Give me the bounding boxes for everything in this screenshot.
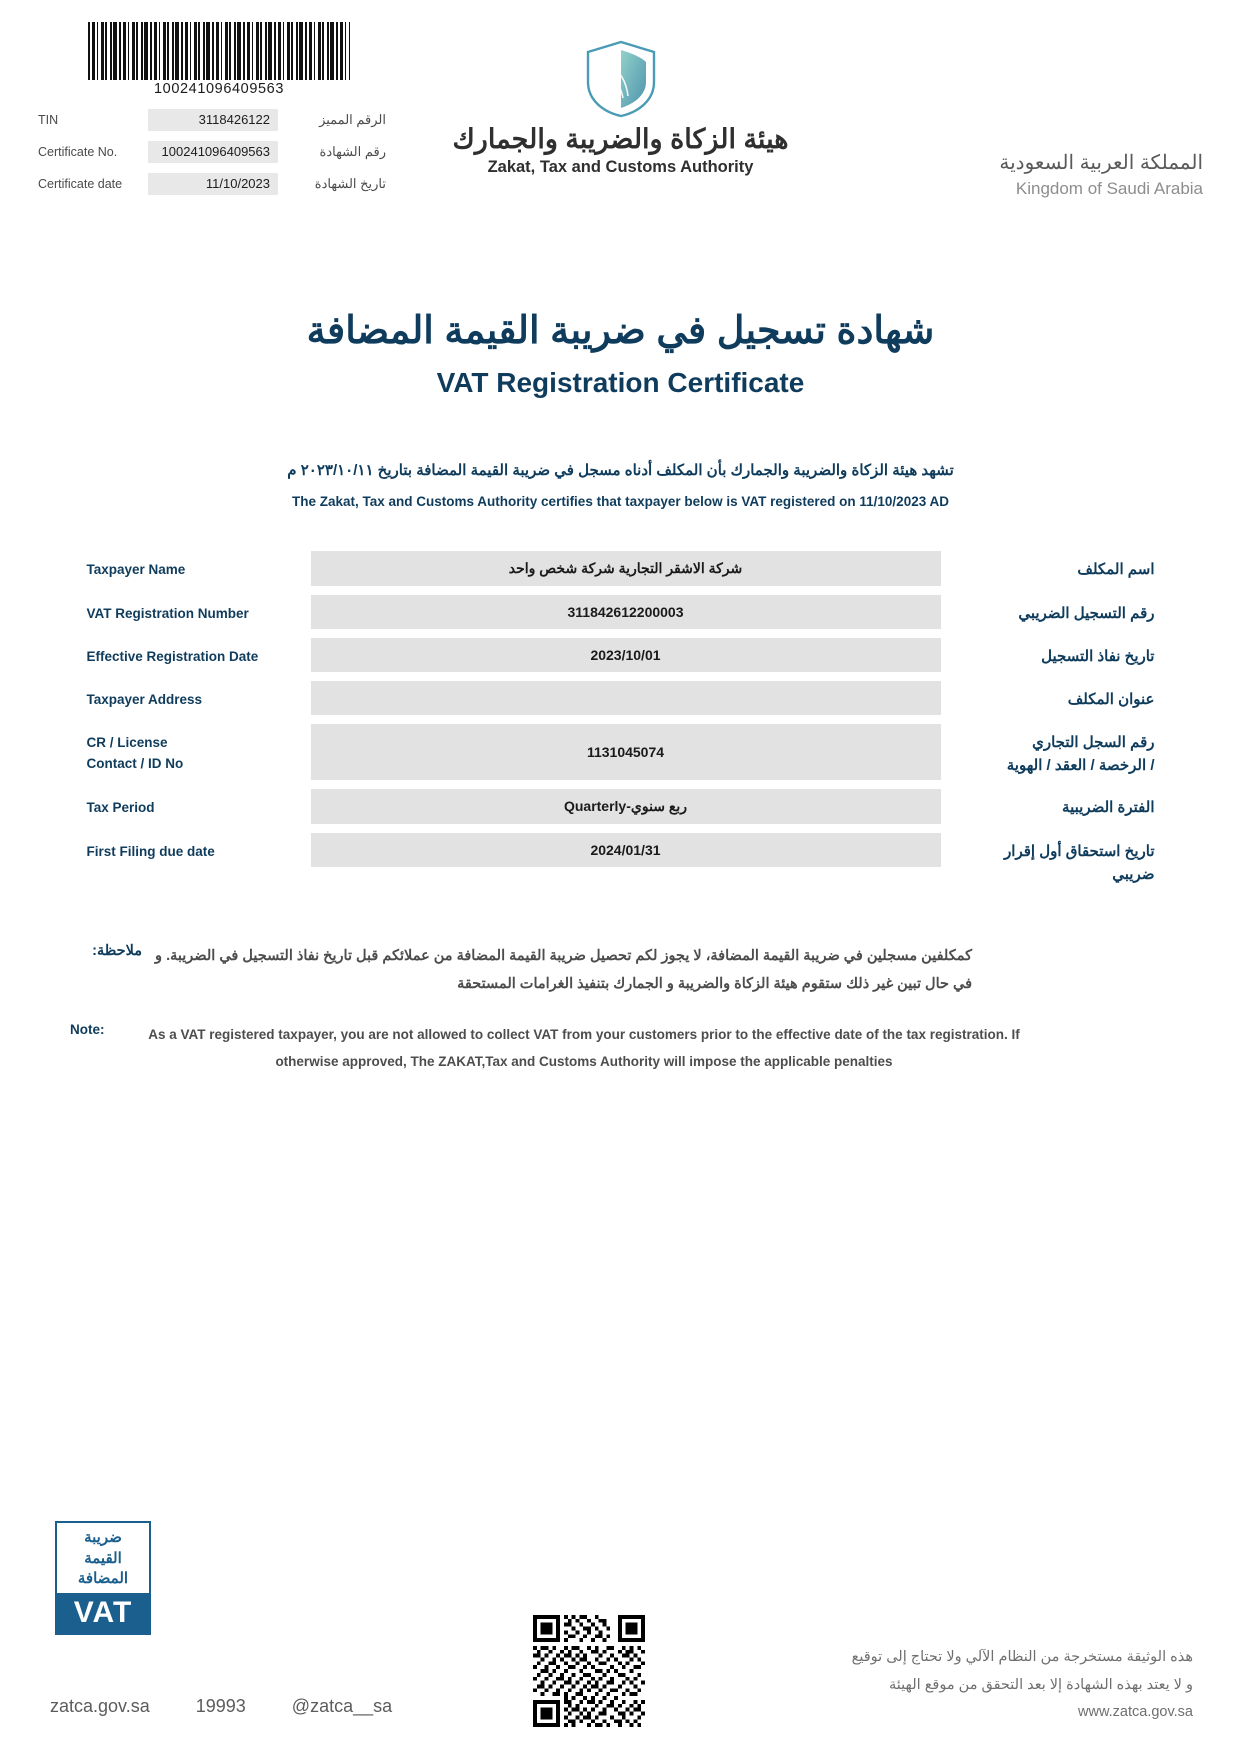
kingdom-name-ar: المملكة العربية السعودية	[999, 152, 1203, 174]
certification-statement-ar: تشهد هيئة الزكاة والضريبة والجمارك بأن المكلف أدناه مسجل في ضريبة القيمة المضافة بتاريخ ٢٠٢٣/١٠/١١ م	[287, 462, 954, 479]
first-filing-due-date-label-en: First Filing due date	[86, 844, 215, 859]
vat-logo	[55, 1521, 151, 1635]
table-row	[71, 789, 1171, 824]
kingdom-block	[999, 150, 1203, 199]
tin-label-ar: الرقم المميز	[319, 112, 386, 127]
footer-website[interactable]: zatca.gov.sa	[50, 1696, 150, 1716]
certificate-no-label-ar: رقم الشهادة	[319, 144, 386, 159]
vat-registration-number-label-ar: رقم التسجيل الضريبي	[1018, 605, 1155, 622]
note-arabic	[58, 942, 1183, 999]
tax-period-label-ar: الفترة الضريبية	[1062, 799, 1155, 816]
note-label-ar: ملاحظة:	[92, 943, 142, 959]
footer-phone: 19993	[195, 1696, 246, 1716]
certificate-date-label-ar: تاريخ الشهادة	[314, 176, 386, 191]
barcode-number: 100241096409563	[154, 81, 284, 97]
taxpayer-name-label-ar: اسم المكلف	[1077, 561, 1155, 578]
table-row	[71, 833, 1171, 886]
vat-logo-ar-line2: القيمة	[84, 1549, 122, 1567]
effective-registration-date-label-ar: تاريخ نفاذ التسجيل	[1041, 648, 1155, 665]
first-filing-due-date-label-ar-line1: تاريخ استحقاق أول إقرار	[1004, 843, 1155, 860]
document-header	[0, 0, 1241, 230]
authority-name-ar: هيئة الزكاة والضريبة والجمارك	[452, 124, 789, 154]
zatca-shield-icon	[584, 40, 658, 118]
certificate-no-value: 100241096409563	[148, 141, 278, 163]
taxpayer-name-label-en: Taxpayer Name	[86, 562, 186, 577]
document-footer	[0, 1465, 1241, 1755]
taxpayer-name-value: شركة الاشقر التجارية شركة شخص واحد	[311, 551, 941, 586]
vat-registration-number-label-en: VAT Registration Number	[86, 606, 249, 621]
taxpayer-details-table	[71, 551, 1171, 886]
cr-license-label-en-line1: CR / License	[86, 735, 168, 750]
note-text-ar: كمكلفين مسجلين في ضريبة القيمة المضافة، لا يجوز لكم تحصيل ضريبة القيمة المضافة من عملائكم قبل تاريخ نفاذ التسجيل في الضريبة. و في حال تبين غير ذلك ستقوم هيئة الزكاة والضريبة و الجمارك بتنفيذ الغرامات المستحقة	[155, 948, 972, 993]
first-filing-due-date-label-ar	[941, 833, 1171, 886]
cr-license-value: 1131045074	[311, 724, 941, 780]
footer-disclaimer-line1: هذه الوثيقة مستخرجة من النظام الآلي ولا تحتاج إلى توقيع	[851, 1649, 1193, 1666]
note-label-en: Note:	[70, 1021, 105, 1037]
page-title-en: VAT Registration Certificate	[436, 367, 805, 398]
kingdom-name-en: Kingdom of Saudi Arabia	[1015, 179, 1203, 198]
footer-disclaimer	[852, 1644, 1193, 1727]
tax-period-label-en: Tax Period	[86, 800, 155, 815]
vat-logo-en: VAT	[55, 1595, 151, 1635]
table-row	[71, 638, 1171, 672]
cr-license-label-ar-line1: رقم السجل التجاري	[1032, 734, 1155, 751]
cr-license-label-ar-line2: / الرخصة / العقد / الهوية	[1006, 756, 1155, 774]
authority-name-en: Zakat, Tax and Customs Authority	[487, 158, 754, 176]
table-row	[71, 724, 1171, 780]
vat-logo-arabic	[55, 1521, 151, 1595]
footer-disclaimer-line2: و لا يعتد بهذه الشهادة إلا بعد التحقق من موقع الهيئة	[889, 1676, 1193, 1693]
qr-code-image	[533, 1615, 645, 1727]
page-title-ar: شهادة تسجيل في ضريبة القيمة المضافة	[306, 310, 935, 352]
tin-label-en: TIN	[38, 113, 59, 127]
note-text-en: As a VAT registered taxpayer, you are not allowed to collect VAT from your customers prior to the effective date of the tax registration. If otherwise approved, The ZAKAT,Tax and Customs Authority will impose the applicable penalties	[148, 1026, 1020, 1070]
cr-license-label-en-line2: Contact / ID No	[86, 755, 184, 771]
table-row	[71, 551, 1171, 586]
qr-code	[527, 1609, 651, 1733]
tin-value: 3118426122	[148, 109, 278, 131]
certificate-date-label-en: Certificate date	[38, 177, 123, 191]
taxpayer-address-value	[311, 681, 941, 715]
footer-social-handle[interactable]: @zatca__sa	[291, 1696, 393, 1716]
footer-disclaimer-url[interactable]: www.zatca.gov.sa	[1078, 1704, 1193, 1721]
effective-registration-date-label-en: Effective Registration Date	[86, 649, 259, 664]
tax-period-value: ربع سنوي-Quarterly	[311, 789, 941, 824]
vat-logo-ar-line3: المضافة	[77, 1569, 129, 1587]
certification-statement-en: The Zakat, Tax and Customs Authority certifies that taxpayer below is VAT registered on 11/10/2023 AD	[292, 494, 949, 509]
first-filing-due-date-label-ar-line2: ضريبي	[1112, 865, 1155, 883]
note-english	[58, 1021, 1183, 1076]
certificate-no-label-en: Certificate No.	[38, 145, 118, 159]
cr-license-label-ar	[941, 724, 1171, 777]
table-row	[71, 681, 1171, 715]
table-row	[71, 595, 1171, 629]
vat-logo-ar-line1: ضريبة	[84, 1529, 122, 1547]
footer-links	[50, 1696, 392, 1717]
effective-registration-date-value: 2023/10/01	[311, 638, 941, 672]
certificate-date-value: 11/10/2023	[148, 173, 278, 195]
taxpayer-address-label-en: Taxpayer Address	[86, 692, 203, 707]
first-filing-due-date-value: 2024/01/31	[311, 833, 941, 867]
cr-license-label-en	[71, 724, 311, 775]
taxpayer-address-label-ar: عنوان المكلف	[1067, 691, 1155, 708]
vat-registration-number-value: 311842612200003	[311, 595, 941, 629]
